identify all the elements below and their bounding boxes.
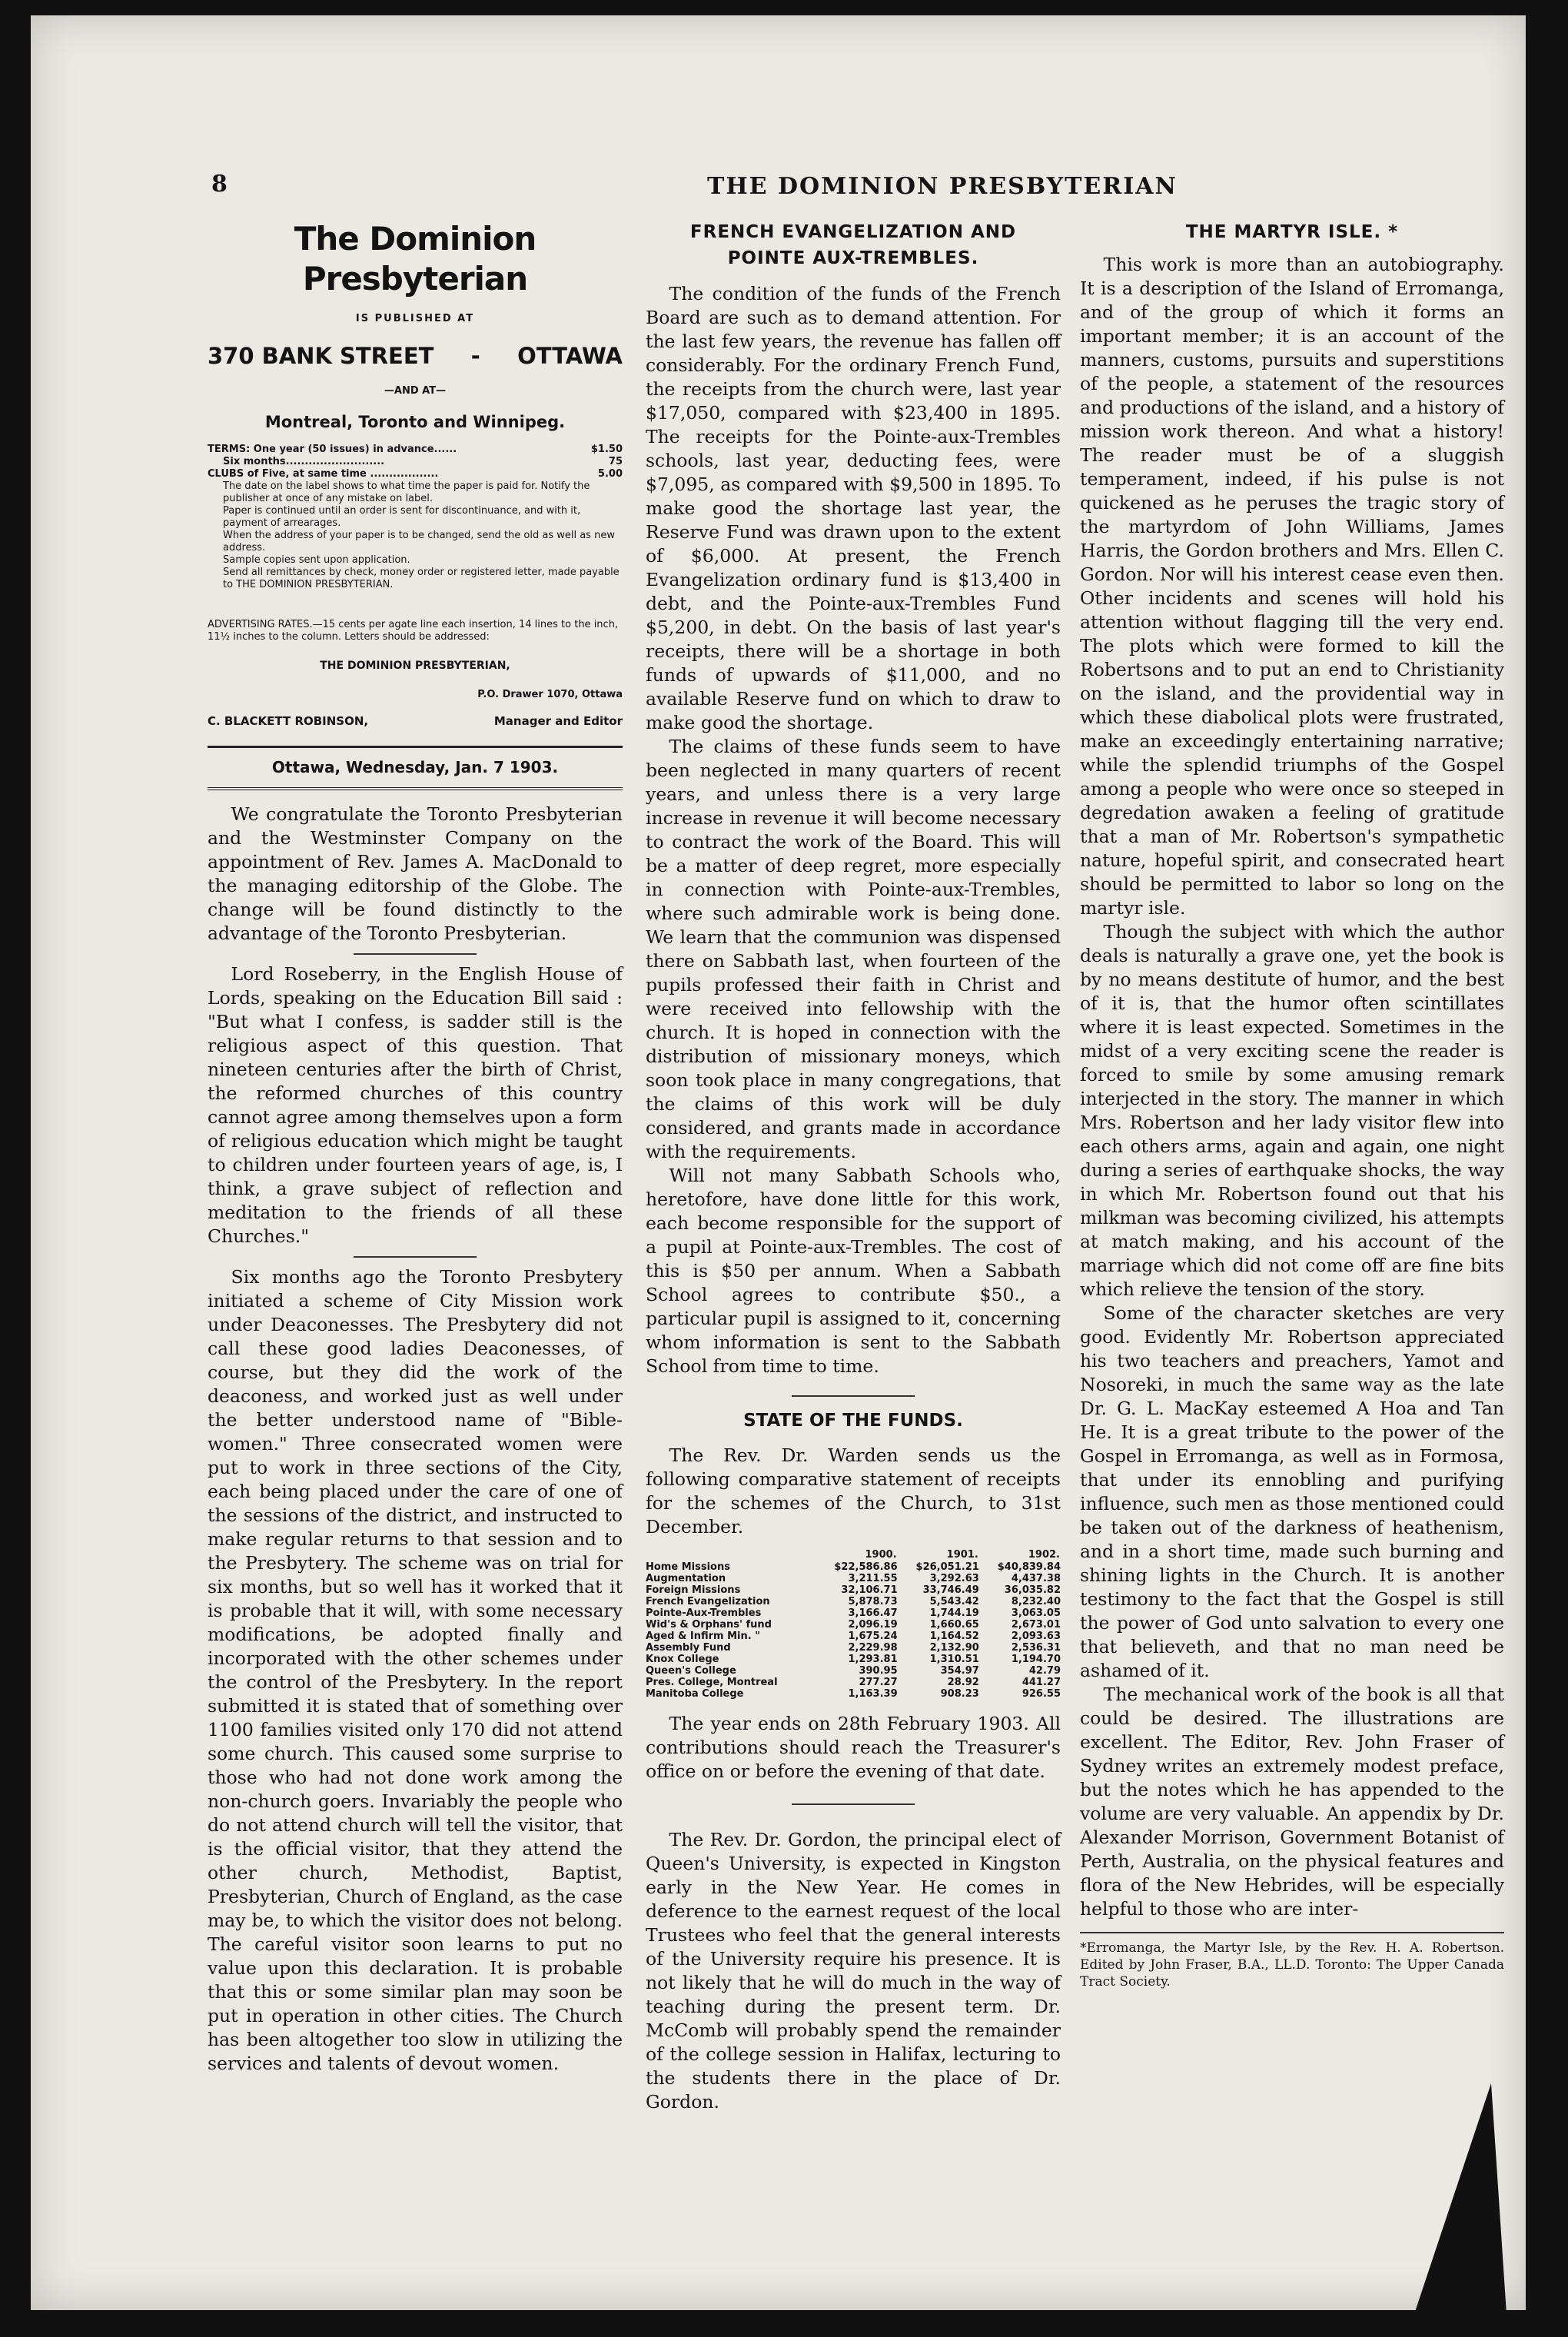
notice-date: The date on the label shows to what time the paper is paid for. Notify the publisher at once of any mistake on label. (223, 480, 590, 504)
fund-amount: 908.23 (940, 1688, 979, 1700)
fund-amount: 1,310.51 (929, 1654, 979, 1665)
advertising-rates: ADVERTISING RATES.—15 cents per agate line each insertion, 14 lines to the inch, 11½ inches to the column. Letters should be addressed: (208, 619, 619, 643)
fund-amount: 28.92 (947, 1677, 979, 1688)
newspaper-page (31, 15, 1526, 2310)
terms-label: TERMS: (208, 444, 251, 455)
funds-row (646, 1665, 1061, 1677)
funds-row (646, 1654, 1061, 1665)
fund-amount: 1,163.39 (848, 1688, 898, 1700)
paragraph: The mechanical work of the book is all that could be desired. The illustrations are excellent. The Editor, Rev. John Fraser of Sydney writes an extremely modest preface, but the notes which he has appended to the volume are very valuable. An appendix by Dr. Alexander Morrison, Government Botanist of Perth, Australia, on the physical features and flora of the New Hebrides, will be especially helpful to those who are inter- (1080, 1684, 1504, 1920)
address-dash: - (470, 343, 480, 369)
fund-amount: 3,211.55 (848, 1573, 898, 1584)
terms-year: One year (50 issues) in advance...... (253, 444, 457, 455)
masthead-address (208, 344, 623, 368)
funds-row (646, 1619, 1061, 1631)
paragraph: The year ends on 28th February 1903. All contributions should reach the Treasurer's office on or before the evening of that date. (646, 1713, 1061, 1782)
fund-amount: 1,660.65 (929, 1619, 979, 1631)
fund-amount: 1,675.24 (848, 1631, 898, 1642)
addressed-to: THE DOMINION PRESBYTERIAN, (320, 660, 510, 672)
po-drawer: P.O. Drawer 1070, Ottawa (477, 689, 623, 700)
fund-name: Knox College (646, 1654, 719, 1665)
fund-amount: 36,035.82 (1004, 1584, 1061, 1596)
fund-amount: 926.55 (1022, 1688, 1061, 1700)
column-1 (208, 219, 623, 2076)
article-headline: FRENCH EVANGELIZATION AND (689, 222, 1017, 242)
fund-amount: 32,106.71 (841, 1584, 898, 1596)
column-3 (1080, 219, 1504, 1990)
article-headline: THE MARTYR ISLE. * (1185, 222, 1399, 242)
fund-amount: 42.79 (1028, 1665, 1061, 1677)
terms-six-label: Six months.......................... (223, 456, 385, 467)
terms-block (208, 444, 623, 591)
fund-name: Pres. College, Montreal (646, 1677, 778, 1688)
fund-amount: 2,673.01 (1011, 1619, 1061, 1631)
page-number: 8 (211, 171, 228, 198)
notice-remit: Send all remittances by check, money order or registered letter, made payable to THE DOMINION PRESBYTERIAN. (223, 567, 620, 590)
and-at: —AND AT— (384, 385, 447, 397)
divider (208, 787, 623, 790)
paragraph: The condition of the funds of the French Board are such as to demand attention. For the last few years, the revenue has fallen off considerably. For the ordinary French Fund, the receipts from the church were, last year $17,050, compared with $23,400 in 1895. The receipts for the Pointe-aux-Trembles schools, last year, deducting fees, were $7,095, as compared with $9,500 in 1895. To make good the shortage last year, the Reserve Fund was drawn upon to the extent of $6,000. At present, the French Evangelization ordinary fund is $13,400 in debt, and the Pointe-aux-Trembles Fund $5,200, in debt. On the basis of last year's receipts, there will be a shortage in both funds of upwards of $11,000, and no available Reserve fund on which to draw to make good the shortage. (646, 283, 1061, 733)
paragraph: Will not many Sabbath Schools who, heretofore, have done little for this work, each become responsible for the support of a pupil at Pointe-aux-Trembles. The cost of this is $50 per annum. When a Sabbath School agrees to contribute $50., a particular pupil is assigned to it, concerning whom information is sent to the Sabbath School from time to time. (646, 1165, 1061, 1377)
column-2 (646, 219, 1061, 2114)
terms-year-price: $1.50 (590, 444, 623, 455)
fund-amount: 3,063.05 (1011, 1607, 1061, 1619)
fund-amount: 441.27 (1022, 1677, 1061, 1688)
paragraph: This work is more than an autobiography. It is a description of the Island of Erromanga, and of the group of which it forms an important member; it is an account of the manners, customs, pursuits and superstitions of the people, a statement of the resources and productions of the island, and a history of mission work thereon. And what a history! The reader must be of a sluggish temperament, indeed, if his pulse is not quickened as he peruses the tragic story of the martyrdom of John Williams, James Harris, the Gordon brothers and Mrs. Ellen C. Gordon. Nor will his interest cease even then. Other incidents and scenes will hold his attention without flagging till the very end. The plots which were formed to kill the Robertsons and to put an end to Christianity on the island, and the providential way in which these diabolical plots were frustrated, make an exceedingly entertaining narrative; while the splendid triumphs of the Gospel among a people who were once so steeped in degredation awaken a feeling of gratitude that a man of Mr. Robertson's sympathetic nature, hopeful spirit, and consecrated heart should be permitted to labor so long on the martyr isle. (1080, 254, 1504, 919)
fund-name: Foreign Missions (646, 1584, 741, 1596)
paragraph: Some of the character sketches are very good. Evidently Mr. Robertson appreciated his two teachers and preachers, Yamot and Nosoreki, in much the same way as the late Dr. G. L. MacKay esteemed A Hoa and Tan He. It is a great tribute to the power of the Gospel in Erromanga, as well as in Formosa, that under its ennobling and purifying influence, such men as those mentioned could be taken out of the darkness of heathenism, and in a short time, made such burning and shining lights in the Church. It is another testimony to the fact that the Gospel is still the power of God unto salvation to every one that believeth, and that no man need be ashamed of it. (1080, 1302, 1504, 1681)
fund-amount: 5,878.73 (848, 1596, 898, 1607)
fund-amount: 2,096.19 (848, 1619, 898, 1631)
funds-row (646, 1631, 1061, 1642)
fund-name: Home Missions (646, 1561, 730, 1573)
funds-row (646, 1573, 1061, 1584)
fund-amount: $40,839.84 (997, 1561, 1061, 1573)
funds-row (646, 1584, 1061, 1596)
terms-six-row (208, 456, 623, 468)
footnote: *Erromanga, the Martyr Isle, by the Rev. H. A. Robertson. Edited by John Fraser, B.A., LL.D. Toronto: The Upper Canada Tract Society. (1080, 1932, 1504, 1990)
fund-amount: 354.97 (940, 1665, 979, 1677)
funds-row (646, 1561, 1061, 1573)
street-address: 370 BANK STREET (208, 343, 434, 369)
funds-year-header: 1902. (1028, 1549, 1060, 1561)
notice-address: When the address of your paper is to be changed, send the old as well as new address. (223, 530, 615, 554)
fund-amount: 1,194.70 (1011, 1654, 1061, 1665)
fund-amount: 277.27 (859, 1677, 898, 1688)
fund-name: Wid's & Orphans' fund (646, 1619, 772, 1631)
fund-amount: $22,586.86 (834, 1561, 898, 1573)
funds-row (646, 1677, 1061, 1688)
notice-sample: Sample copies sent upon application. (223, 554, 410, 566)
fund-amount: 1,164.52 (929, 1631, 979, 1642)
funds-header-blank (646, 1548, 816, 1561)
funds-row (646, 1642, 1061, 1654)
funds-year-header: 1901. (946, 1549, 978, 1561)
section-subhead: STATE OF THE FUNDS. (743, 1411, 963, 1431)
fund-amount: 390.95 (859, 1665, 898, 1677)
separator (354, 1256, 477, 1258)
paragraph: We congratulate the Toronto Presbyterian and the Westminster Company on the appointment of Rev. James A. MacDonald to the managing editorship of the Globe. The change will be found distinctly to the advantage of the Toronto Presbyterian. (208, 803, 623, 944)
fund-name: Queen's College (646, 1665, 736, 1677)
notice-continued: Paper is continued until an order is sent for discontinuance, and with it, payment of arrearages. (223, 505, 581, 529)
fund-name: Manitoba College (646, 1688, 744, 1700)
fund-amount: 4,437.38 (1011, 1573, 1061, 1584)
separator (354, 953, 477, 955)
fund-amount: 8,232.40 (1011, 1596, 1061, 1607)
manager-name: C. BLACKETT ROBINSON, (208, 714, 369, 728)
fund-name: Aged & Infirm Min. " (646, 1631, 760, 1642)
fund-amount: 2,229.98 (848, 1642, 898, 1654)
running-head: THE DOMINION PRESBYTERIAN (707, 173, 1178, 200)
city-name: OTTAWA (517, 343, 623, 369)
funds-header-row (646, 1548, 1061, 1561)
paragraph: The Rev. Dr. Gordon, the principal elect of Queen's University, is expected in Kingston early in the New Year. He comes in deference to the earnest request of the local Trustees who feel that the general interests of the University require his presence. It is not likely that he will do much in the way of teaching during the present term. Dr. McComb will probably spend the remainder of the college session in Halifax, lecturing to the students there in the place of Dr. Gordon. (646, 1829, 1061, 2113)
funds-row (646, 1596, 1061, 1607)
terms-six-price: 75 (608, 456, 623, 467)
fund-amount: 5,543.42 (929, 1596, 979, 1607)
article-headline: POINTE AUX-TREMBLES. (727, 248, 979, 268)
paragraph: The claims of these funds seem to have been neglected in many quarters of recent years, and unless there is a very large increase in revenue it will become necessary to contract the work of the Board. This will be a matter of deep regret, more especially in connection with Pointe-aux-Trembles, where such admirable work is being done. We learn that the communion was dispensed there on Sabbath last, when fourteen of the pupils professed their faith in Christ and were received into fellowship with the church. It is hoped in connection with the distribution of missionary moneys, which soon took place in many congregations, that the claims of this work will be duly considered, and grants made in accordance with the requirements. (646, 736, 1061, 1162)
manager-title: Manager and Editor (493, 714, 623, 728)
paragraph: Lord Roseberry, in the English House of Lords, speaking on the Education Bill said : "But what I confess, is sadder still is the religious aspect of this question. That nineteen centuries after the birth of Christ, the reformed churches of this country cannot agree among themselves upon a form of religious education which might be taught to children under fourteen years of age, is, I think, a grave subject of reflection and meditation to the friends of all these Churches." (208, 963, 623, 1247)
masthead-title: The Dominion Presbyterian (294, 220, 537, 298)
clubs-price: 5.00 (597, 468, 623, 480)
fund-amount: 1,293.81 (848, 1654, 898, 1665)
funds-row (646, 1688, 1061, 1700)
funds-row (646, 1607, 1061, 1619)
separator (792, 1395, 915, 1397)
fund-amount: 2,093.63 (1011, 1631, 1061, 1642)
paragraph: The Rev. Dr. Warden sends us the following comparative statement of receipts for the schemes of the Church, to 31st December. (646, 1444, 1061, 1538)
dateline: Ottawa, Wednesday, Jan. 7 1903. (271, 758, 559, 776)
fund-amount: $26,051.21 (915, 1561, 979, 1573)
funds-table (646, 1548, 1061, 1700)
clubs-row (208, 468, 623, 480)
divider (208, 746, 623, 748)
fund-name: French Evangelization (646, 1596, 770, 1607)
separator (792, 1803, 915, 1805)
fund-amount: 33,746.49 (922, 1584, 979, 1596)
fund-amount: 2,132.90 (929, 1642, 979, 1654)
torn-corner (1414, 2083, 1507, 2310)
fund-name: Pointe-Aux-Trembles (646, 1607, 762, 1619)
clubs-label: CLUBS of Five, at same time .................. (208, 468, 439, 480)
branch-cities: Montreal, Toronto and Winnipeg. (264, 413, 566, 431)
published-at: IS PUBLISHED AT (355, 313, 475, 324)
paragraph: Though the subject with which the author deals is naturally a grave one, yet the book is by no means destitute of humor, and the best of it is, that the humor often scintillates where it is least expected. Sometimes in the midst of a very exciting scene the reader is forced to smile by some amusing remark interjected in the story. The manner in which Mrs. Robertson and her lady visitor flew into each others arms, again and again, one night during a series of earthquake shocks, the way in which Mr. Robertson found out that his milkman was becoming civilized, his attempts at match making, and his account of the marriage which did not come off are fine bits which relieve the tension of the story. (1080, 921, 1504, 1300)
paragraph: Six months ago the Toronto Presbytery initiated a scheme of City Mission work under Deaconesses. The Presbytery did not call these good ladies Deaconesses, of course, but they did the work of the deaconess, and worked just as well under the better understood name of "Bible-women." Three consecrated women were put to work in three sections of the City, each being placed under the care of one of the sessions of the district, and instructed to make regular returns to that session and to the Presbytery. The scheme was on trial for six months, but so well has it worked that it is probable that it will, with some necessary modifications, be adopted finally and incorporated with the other schemes under the control of the Presbytery. In the report submitted it is stated that of something over 1100 families visited only 170 did not attend some church. This caused some surprise to those who had not done work among the non-church goers. Invariably the people who do not attend church will tell the visitor, that is the official visitor, that they attend the other church, Methodist, Baptist, Presbyterian, Church of England, as the case may be, to which the visitor does not belong. The careful visitor soon learns to put no value upon this declaration. It is probable that this or some similar plan may soon be put in operation in other cities. The Church has been altogether too slow in utilizing the services and talents of devout women. (208, 1266, 623, 2074)
fund-amount: 3,166.47 (848, 1607, 898, 1619)
manager-line (208, 710, 623, 733)
fund-amount: 2,536.31 (1011, 1642, 1061, 1654)
fund-name: Augmentation (646, 1573, 726, 1584)
funds-year-header: 1900. (865, 1549, 897, 1561)
fund-name: Assembly Fund (646, 1642, 731, 1654)
fund-amount: 3,292.63 (929, 1573, 979, 1584)
fund-amount: 1,744.19 (929, 1607, 979, 1619)
terms-year-row (208, 444, 623, 456)
